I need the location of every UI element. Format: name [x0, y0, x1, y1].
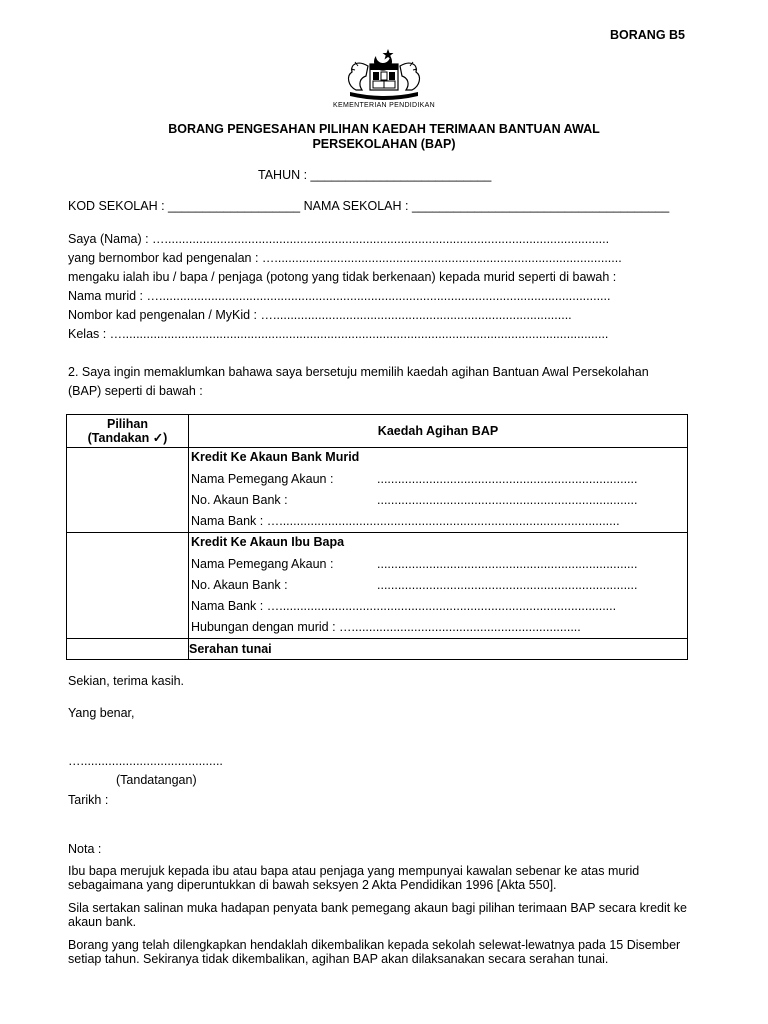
closing-thanks: Sekian, terima kasih.: [68, 674, 185, 688]
header-kaedah: Kaedah Agihan BAP: [189, 415, 688, 448]
malaysia-coat-of-arms-icon: [332, 46, 436, 102]
relationship-row[interactable]: [189, 617, 687, 638]
account-number-dots[interactable]: ...........................................................................: [377, 493, 638, 507]
option-title: Kredit Ke Akaun Bank Murid: [191, 450, 360, 464]
year-field[interactable]: TAHUN : __________________________: [258, 168, 492, 182]
school-code-name-field[interactable]: KOD SEKOLAH : ___________________ NAMA SEKOLAH : _____________________________________: [68, 199, 670, 213]
paragraph-2-line-2: (BAP) seperti di bawah :: [68, 384, 203, 398]
parent-name-field[interactable]: Saya (Nama) : …................................................................................................................................: [68, 232, 610, 246]
option-title: Kredit Ke Akaun Ibu Bapa: [191, 535, 345, 549]
table-header-row: [67, 415, 688, 448]
student-ic-field[interactable]: Nombor kad pengenalan / MyKid : …......................................................................................: [68, 308, 572, 322]
note-3: Borang yang telah dilengkapkan hendaklah dikembalikan kepada sekolah selewat-lewatnya pada 15 Disember setiap tahun. Sekiranya tidak dikembalikan, agihan BAP akan dilaksanakan secara serahan tunai.: [68, 938, 681, 966]
note-2: Sila sertakan salinan muka hadapan penyata bank pemegang akaun bagi pilihan terimaan BAP secara kredit ke akaun bank.: [68, 901, 687, 929]
cash-checkbox[interactable]: [67, 639, 189, 660]
header-tandakan-label: (Tandakan ✓): [87, 431, 168, 445]
cash-option-label: Serahan tunai: [189, 639, 688, 660]
relationship-field[interactable]: Hubungan dengan murid : …..................................................................: [191, 620, 581, 634]
bank-name-row[interactable]: [189, 596, 687, 617]
header-pilihan-label: Pilihan: [107, 417, 148, 431]
signature-label: (Tandatangan): [116, 773, 197, 787]
holder-name-dots[interactable]: ...........................................................................: [377, 472, 638, 486]
table-row-student-bank: [67, 448, 688, 533]
account-number-label: No. Akaun Bank :: [191, 493, 288, 507]
form-title-line-1: BORANG PENGESAHAN PILIHAN KAEDAH TERIMAAN BANTUAN AWAL: [168, 122, 600, 136]
parent-bank-checkbox[interactable]: [67, 533, 189, 639]
parent-bank-details: [189, 533, 688, 639]
account-number-dots[interactable]: ...........................................................................: [377, 578, 638, 592]
bap-method-table: [66, 414, 688, 660]
notes-heading: Nota :: [68, 842, 102, 856]
student-name-field[interactable]: Nama murid : …..................................................................................................................................: [68, 289, 611, 303]
ministry-name: KEMENTERIAN PENDIDIKAN: [333, 102, 435, 109]
paragraph-2-line-1: 2. Saya ingin memaklumkan bahawa saya bersetuju memilih kaedah agihan Bantuan Awal Persekolahan: [68, 365, 649, 379]
signature-field[interactable]: ….........................................: [68, 754, 223, 768]
date-field[interactable]: Tarikh :: [68, 793, 109, 807]
student-bank-checkbox[interactable]: [67, 448, 189, 533]
bank-name-field[interactable]: Nama Bank : …..................................................................................................: [191, 514, 620, 528]
note-1: Ibu bapa merujuk kepada ibu atau bapa atau penjaga yang mempunyai kawalan sebenar ke atas murid sebagaimana yang diperuntukkan di bawah seksyen 2 Akta Pendidikan 1996 [Akta 550].: [68, 864, 640, 892]
table-row-parent-bank: [67, 533, 688, 639]
holder-name-row[interactable]: [189, 554, 687, 575]
closing-sincerely: Yang benar,: [68, 706, 135, 720]
form-code: BORANG B5: [610, 28, 686, 42]
class-field[interactable]: Kelas : …............................................................................................................................................: [68, 327, 609, 341]
parent-ic-field[interactable]: yang bernombor kad pengenalan : …....................................................................................................: [68, 251, 622, 265]
declaration-text: mengaku ialah ibu / bapa / penjaga (potong yang tidak berkenaan) kepada murid seperti di bawah :: [68, 270, 617, 284]
holder-name-dots[interactable]: ...........................................................................: [377, 557, 638, 571]
holder-name-row[interactable]: [189, 469, 687, 490]
account-number-row[interactable]: [189, 490, 687, 511]
header-pilihan: [67, 415, 189, 448]
bank-name-field[interactable]: Nama Bank : ….................................................................................................: [191, 599, 617, 613]
form-title-line-2: PERSEKOLAHAN (BAP): [312, 137, 456, 151]
student-bank-details: [189, 448, 688, 533]
holder-name-label: Nama Pemegang Akaun :: [191, 472, 334, 486]
account-number-row[interactable]: [189, 575, 687, 596]
account-number-label: No. Akaun Bank :: [191, 578, 288, 592]
bank-name-row[interactable]: [189, 511, 687, 532]
holder-name-label: Nama Pemegang Akaun :: [191, 557, 334, 571]
table-row-cash: [67, 639, 688, 660]
